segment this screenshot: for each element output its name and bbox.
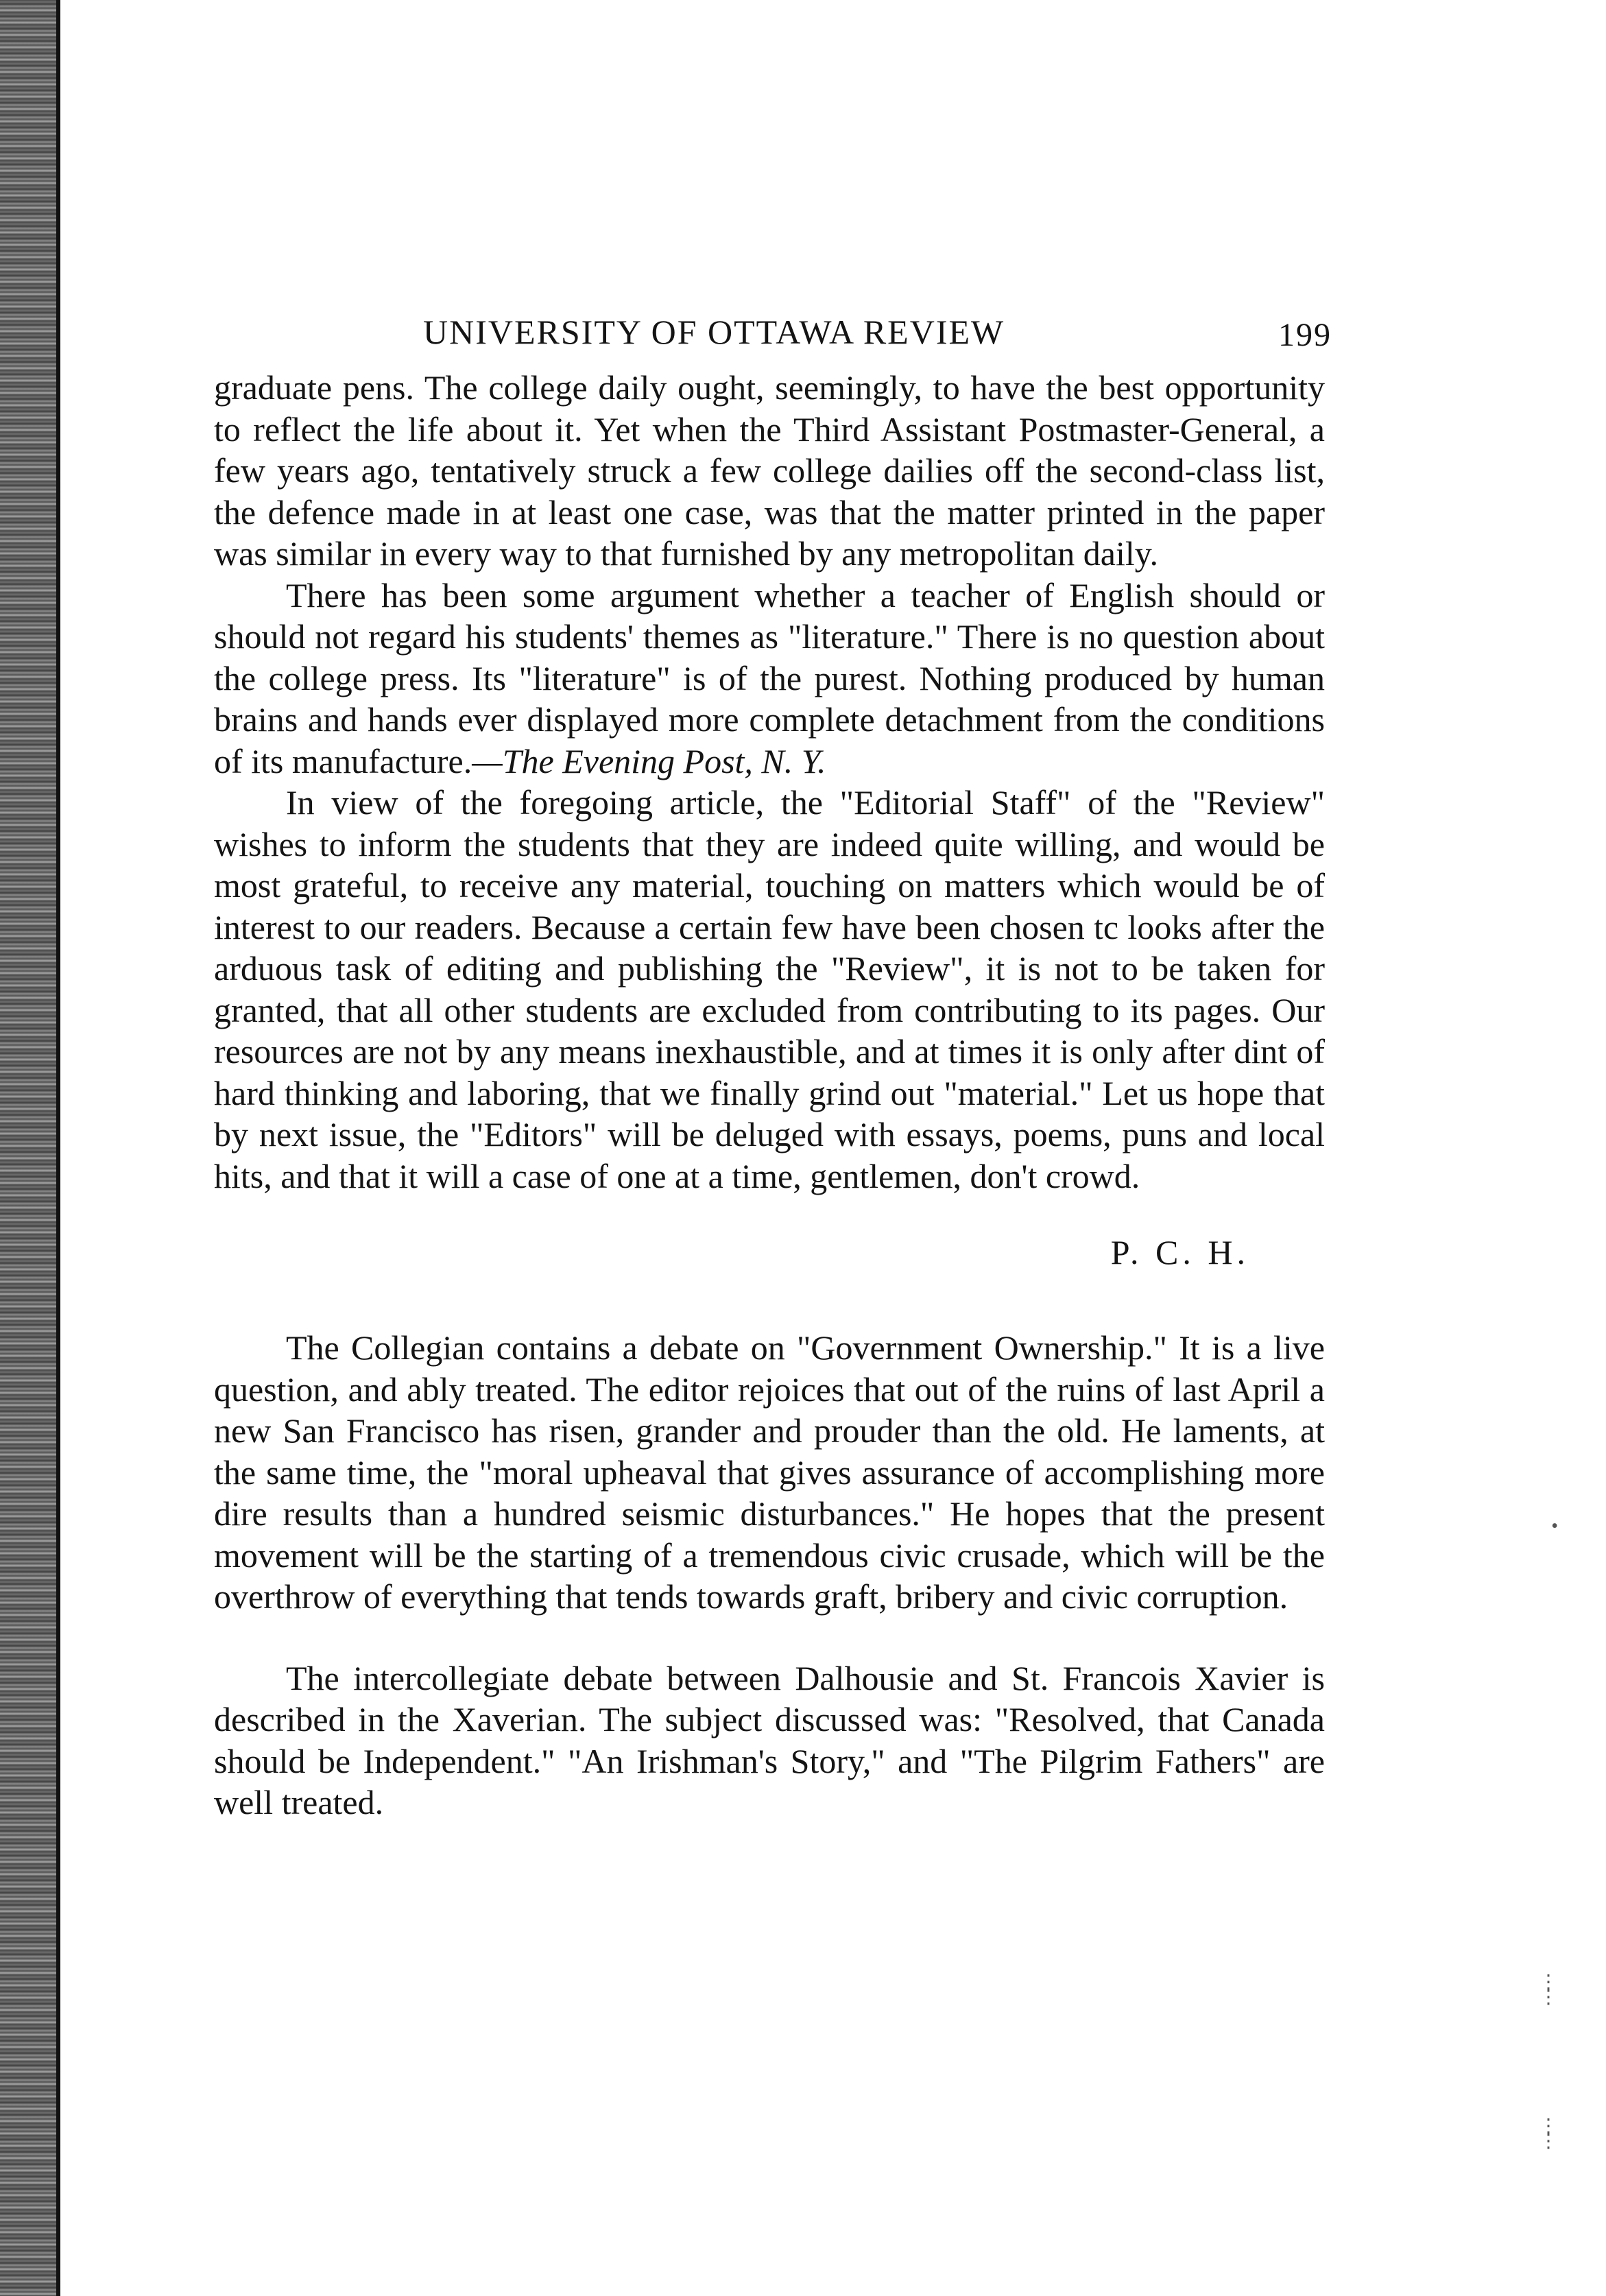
paragraph-literature-text: There has been some argument whether a teacher of English should or should not regard his students' themes as "literature." There is no question about the college press. Its "literature" is of the purest. Nothing produced by human brains and hands ever displayed more complete detachment from the conditions of its manufacture.	[214, 575, 1325, 780]
running-head	[214, 312, 1332, 367]
paragraph-collegian: The Collegian contains a debate on "Government Ownership." It is a live question, and ably treated. The editor rejoices that out of the ruins of last April a new San Francisco has risen, grander and prouder than the old. He laments, at the same time, the "moral upheaval that gives assurance of accomplishing more dire results than a hundred seismic disturbances." He hopes that the present movement will be the starting of a tremendous civic crusade, which will be the overthrow of everything that tends towards graft, bribery and civic corruption.	[214, 1328, 1325, 1616]
margin-specks: ⋮ ⋮	[1539, 1972, 1558, 2008]
page-number: 199	[1278, 317, 1332, 353]
page-content	[214, 312, 1332, 1823]
paragraph-xaverian: The intercollegiate debate between Dalhousie and St. Francois Xavier is described in the Xaverian. The subject discussed was: "Resolved, that Canada should be Independent." "An Irishman's Story," and "The Pilgrim Fathers" are well treated.	[214, 1658, 1325, 1821]
page-gutter-edge	[56, 0, 60, 2296]
paragraph-literature	[214, 575, 1325, 782]
journal-title: UNIVERSITY OF OTTAWA REVIEW	[423, 313, 1005, 351]
paragraph-editorial-appeal: In view of the foregoing article, the "Editorial Staff" of the "Review" wishes to inform the students that they are indeed quite willing, and would be most grateful, to receive any material, touching on matters which would be of interest to our readers. Because a certain few have been chosen tc looks after the arduous task of editing and publishing the "Review", it is not to be taken for granted, that all other students are excluded from contributing to its pages. Our resources are not by any means inexhaustible, and at times it is only after dint of hard thinking and laboring, that we finally grind out "material." Let us hope that by next issue, the "Editors" will be deluged with essays, poems, puns and local hits, and that it will a case of one at a time, gentlemen, don't crowd.	[214, 783, 1325, 1195]
margin-specks-lower: ⋮ ⋮	[1539, 2116, 1558, 2152]
source-citation: —The Evening Post, N. Y.	[472, 741, 826, 780]
paragraph-college-daily: graduate pens. The college daily ought, seemingly, to have the best opportunity to reflect the life about it. Yet when the Third Assistant Postmaster-General, a few years ago, tentatively struck a few college dailies off the second-class list, the defence made in at least one case, was that the matter printed in the paper was similar in every way to that furnished by any metropolitan daily.	[214, 368, 1325, 573]
margin-speck: •	[1551, 1516, 1558, 1537]
book-spine-shadow	[0, 0, 56, 2296]
signature: P. C. H.	[1110, 1233, 1249, 1271]
